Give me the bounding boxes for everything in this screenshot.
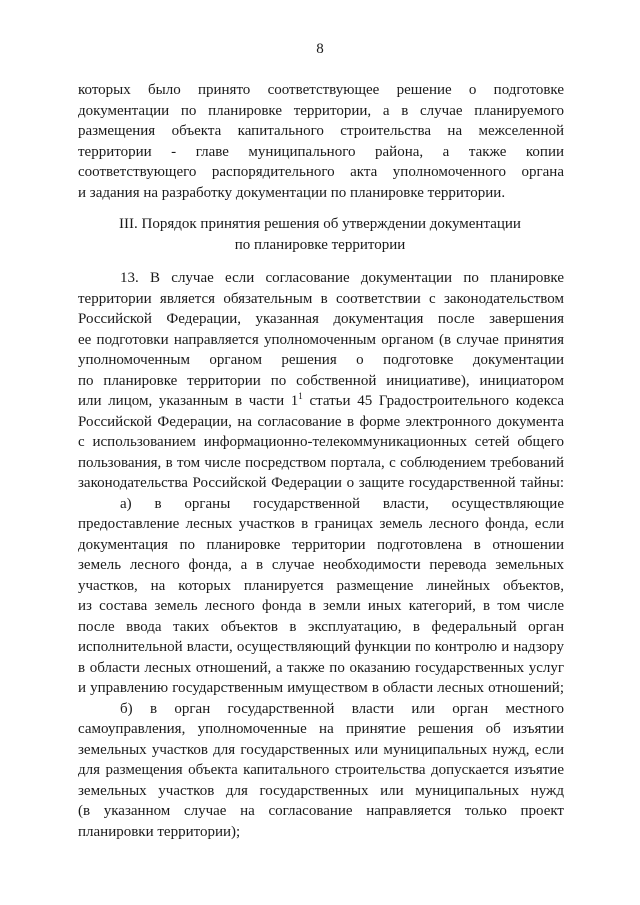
item-a-line: участков, на которых планируется размещение линейных объектов,: [78, 577, 564, 594]
item-b-line: для размещения объекта капитального строительства допускается изъятие: [78, 762, 564, 778]
text-line: которых было принято соответствующее решение о подготовке: [78, 82, 564, 98]
paragraph-13-line: Российской Федерации, указанная документация после завершения: [78, 311, 564, 327]
section-body: [78, 268, 564, 842]
section-heading-line: III. Порядок принятия решения об утверждении документации: [119, 216, 521, 232]
line-text: статьи 45 Градостроительного кодекса: [302, 393, 564, 409]
item-a-line: после ввода таких объектов в эксплуатацию, в федеральный орган: [78, 618, 564, 635]
paragraph-13-line: [78, 391, 564, 412]
item-a-line: земель лесного фонда, а в случае необходимости перевода земельных: [78, 557, 564, 573]
item-b-line: (в указанном случае на согласование направляется только проект: [78, 803, 564, 819]
paragraph-13-line: ее подготовки направляется уполномоченным органом (в случае принятия: [78, 331, 564, 348]
page-number: 8: [316, 41, 324, 57]
item-a-line: документация по планировке территории подготовлена в отношении: [78, 536, 564, 553]
paragraph-13-line: Российской Федерации, на согласование в форме электронного документа: [78, 413, 564, 430]
item-a-line: предоставление лесных участков в границах земель лесного фонда, если: [78, 516, 564, 532]
paragraph-13-line: 13. В случае если согласование документации по планировке: [120, 270, 564, 286]
paragraph-13-line: уполномоченным органом решения о подготовке документации: [78, 352, 564, 368]
paragraph-13-line: пользования, в том числе посредством портала, с соблюдением требований: [78, 454, 564, 471]
text-line: соответствующего распорядительного акта уполномоченного органа: [78, 164, 564, 180]
superscript: 1: [298, 391, 303, 401]
section-heading: [0, 214, 640, 255]
paragraph-13-line: законодательства Российской Федерации о защите государственной тайны:: [78, 475, 564, 491]
paragraph-13-line: с использованием информационно-телекоммуникационных сетей общего: [78, 434, 564, 450]
paragraph-13-line: по планировке территории по собственной инициативе), инициатором: [78, 372, 564, 389]
item-b-line: самоуправления, уполномоченные на принятие решения об изъятии: [78, 721, 564, 737]
item-a-line: исполнительной власти, осуществляющий функции по контролю и надзору: [78, 639, 564, 655]
item-b-line: б) в орган государственной власти или орган местного: [120, 700, 564, 717]
item-a-line: а) в органы государственной власти, осуществляющие: [120, 495, 564, 512]
section-heading-line: по планировке территории: [234, 236, 406, 253]
item-b-line: планировки территории);: [78, 823, 241, 840]
text-line: документации по планировке территории, а в случае планируемого: [78, 102, 564, 119]
line-text: или лицом, указанным в части 1: [78, 393, 299, 409]
item-b-line: земельных участков для государственных или муниципальных нужд: [78, 782, 564, 799]
item-b-line: земельных участков для государственных или муниципальных нужд, если: [78, 741, 564, 758]
item-a-line: из состава земель лесного фонда в земли иных категорий, в том числе: [78, 598, 564, 614]
paragraph-13-line: территории является обязательным в соответствии с законодательством: [78, 290, 564, 307]
text-line: и задания на разработку документации по планировке территории.: [78, 184, 506, 201]
intro-paragraph: [78, 80, 564, 203]
item-a-line: и управлению государственным имуществом в области лесных отношений;: [78, 680, 564, 696]
item-a-line: в области лесных отношений, а также по оказанию государственных услуг: [78, 659, 564, 676]
text-line: территории - главе муниципального района, а также копии: [78, 143, 564, 160]
text-line: размещения объекта капитального строительства на межселенной: [78, 123, 564, 139]
